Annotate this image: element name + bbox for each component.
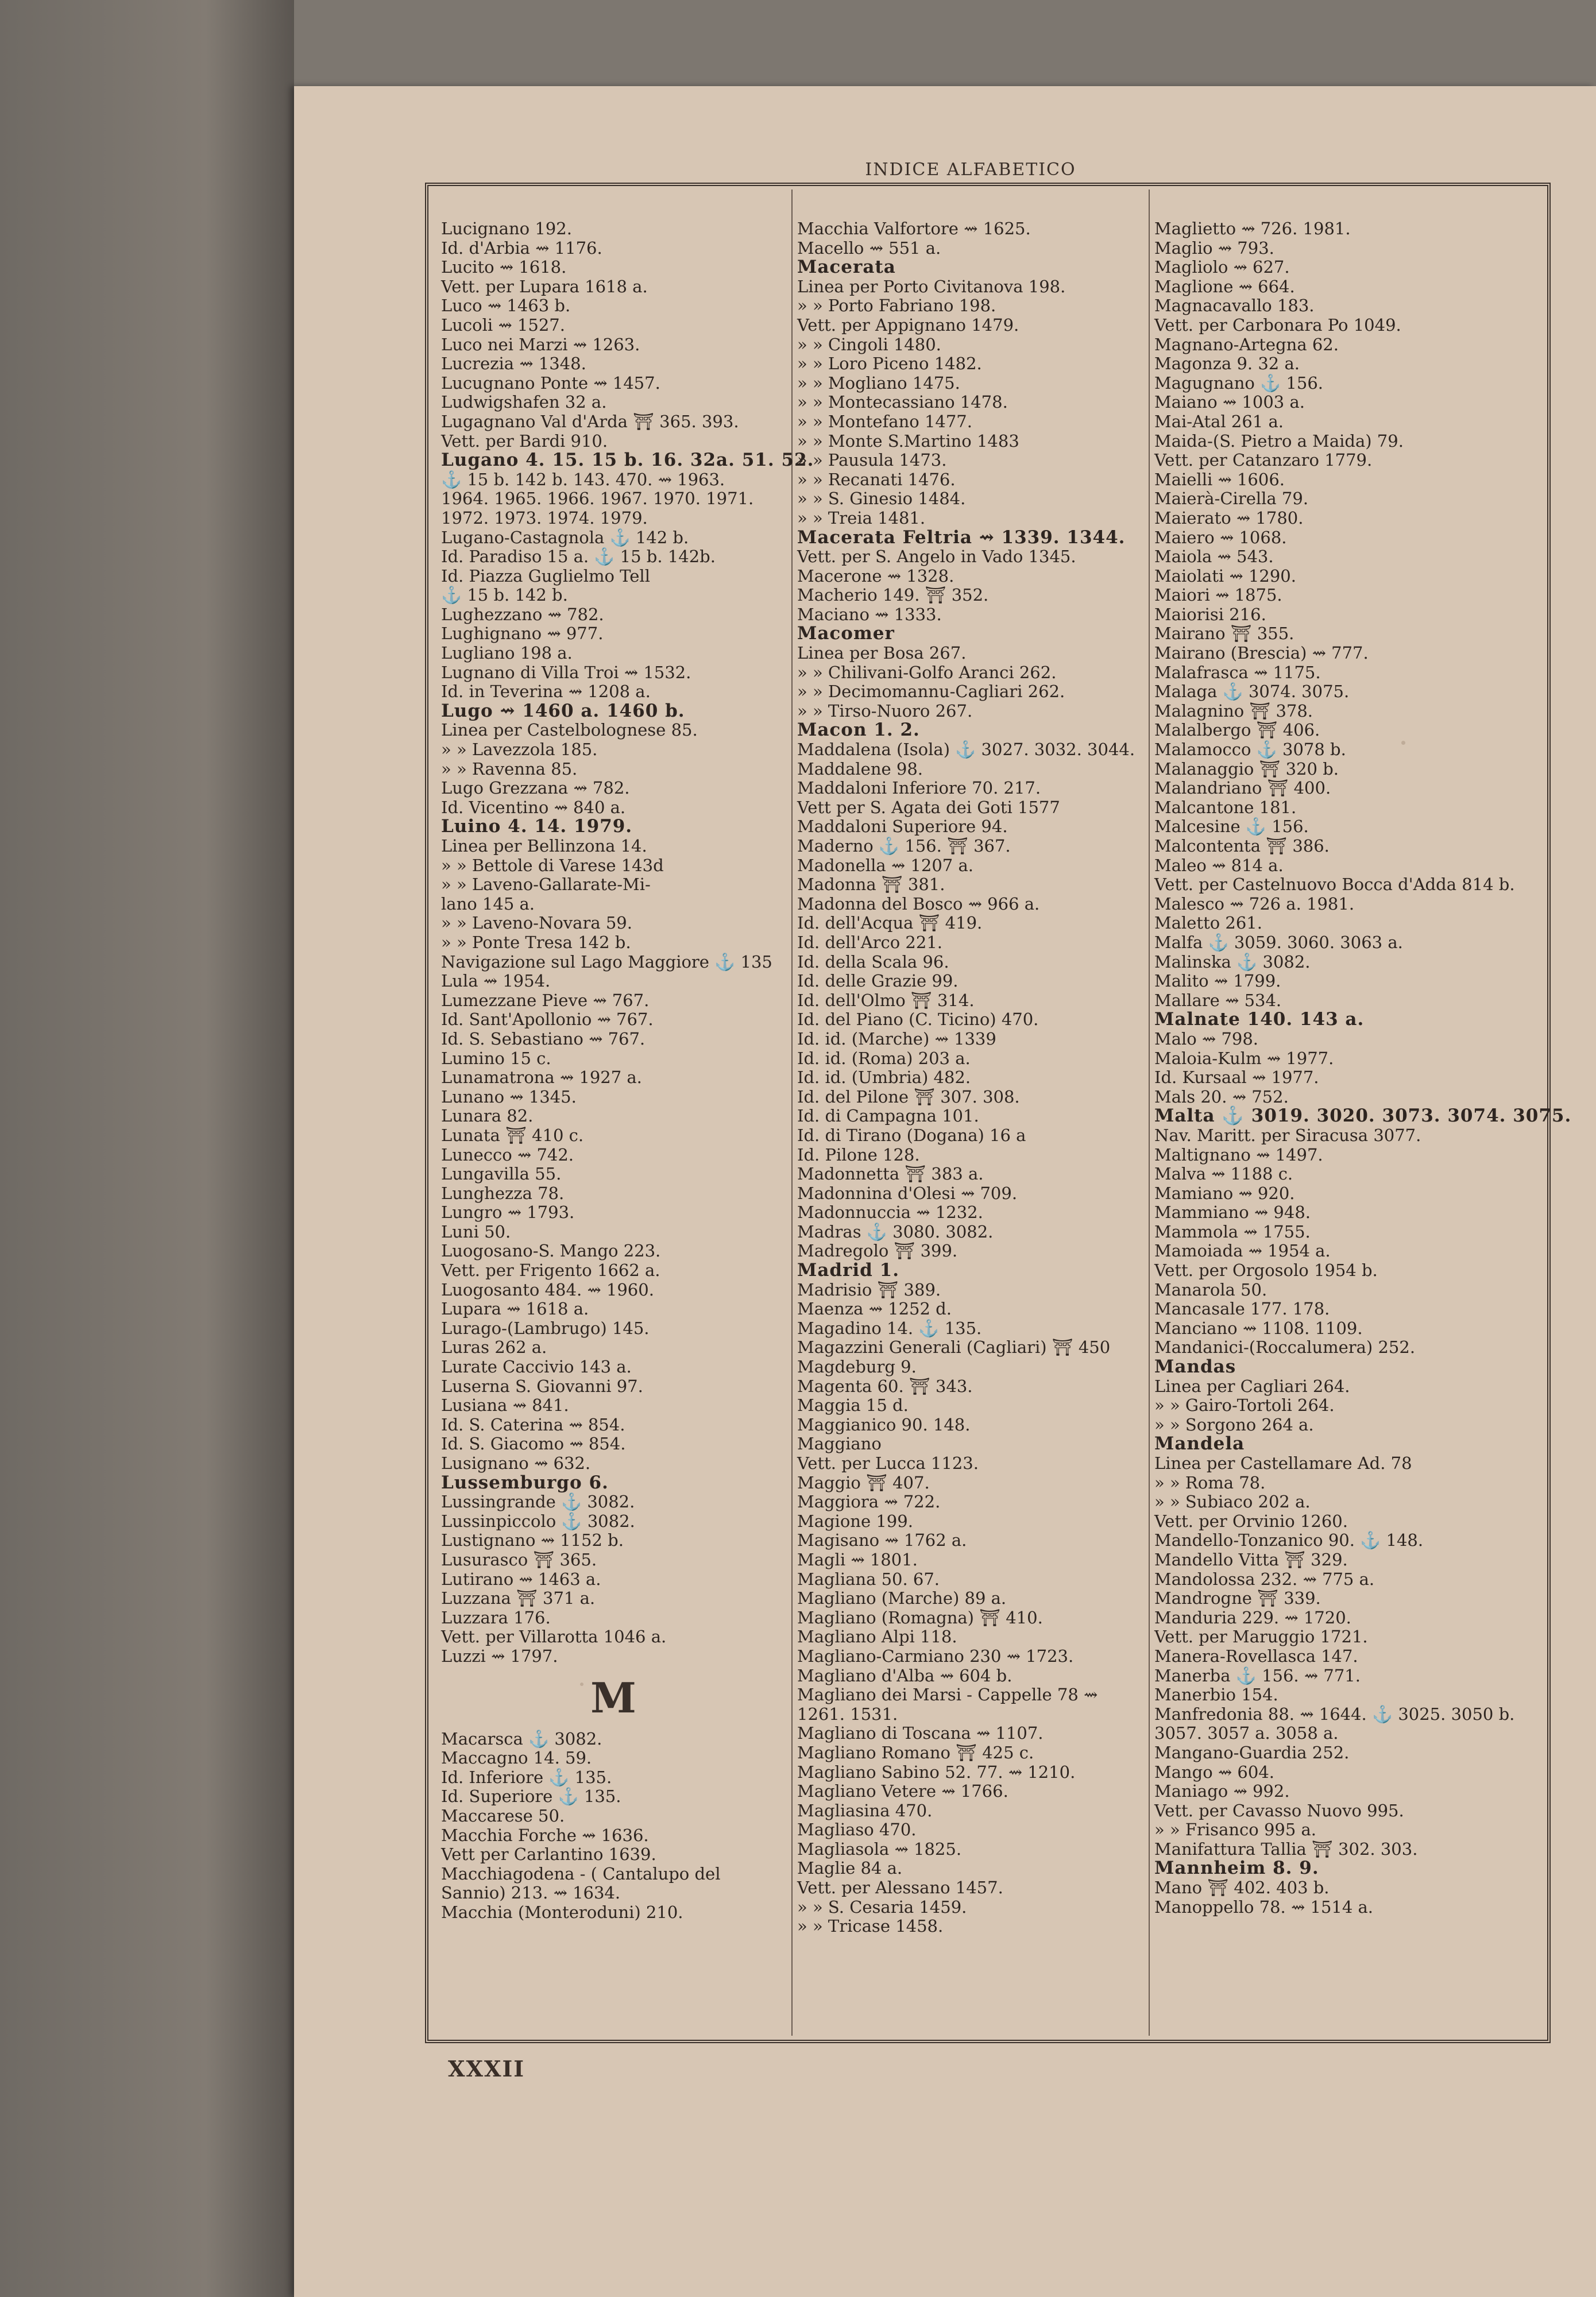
index-entry: Id. di Campagna 101. xyxy=(797,1106,979,1126)
index-entry: Lussemburgo 6. xyxy=(441,1472,609,1493)
index-entry: Manduria 229. ⇝ 1720. xyxy=(1154,1607,1351,1627)
index-entry: Macomer xyxy=(797,623,895,644)
index-entry: Lucito ⇝ 1618. xyxy=(441,257,567,277)
index-entry: Id. del Pilone ⛩ 307. 308. xyxy=(797,1086,1020,1107)
index-entry: Maggiano xyxy=(797,1434,882,1454)
index-entry: Id. dell'Olmo ⛩ 314. xyxy=(797,990,975,1010)
index-entry: 1964. 1965. 1966. 1967. 1970. 1971. xyxy=(441,489,754,509)
index-entry: Mamoiada ⇝ 1954 a. xyxy=(1154,1241,1331,1261)
index-entry: Maloia-Kulm ⇝ 1977. xyxy=(1154,1048,1334,1068)
index-entry: Mandanici-(Roccalumera) 252. xyxy=(1154,1337,1416,1358)
index-entry: Macchia Valfortore ⇝ 1625. xyxy=(797,219,1031,238)
index-entry: Maenza ⇝ 1252 d. xyxy=(797,1299,952,1319)
index-entry: Manoppello 78. ⇝ 1514 a. xyxy=(1154,1897,1374,1917)
index-entry: » » Loro Piceno 1482. xyxy=(797,354,982,374)
index-entry: Maltignano ⇝ 1497. xyxy=(1154,1144,1323,1165)
index-entry: Mammola ⇝ 1755. xyxy=(1154,1221,1311,1242)
index-entry: Id. Vicentino ⇝ 840 a. xyxy=(441,797,626,817)
index-entry: Lutirano ⇝ 1463 a. xyxy=(441,1569,601,1589)
index-entry: Lunghezza 78. xyxy=(441,1183,565,1203)
index-entry: » » Laveno-Gallarate-Mi- xyxy=(441,875,651,895)
index-entry: Mandela xyxy=(1154,1433,1245,1455)
column-divider xyxy=(1149,190,1150,2036)
index-entry: Madras ⚓ 3080. 3082. xyxy=(797,1221,994,1242)
index-entry: Id. dell'Arco 221. xyxy=(797,932,942,952)
index-entry: Vett per S. Agata dei Goti 1577 xyxy=(797,797,1060,817)
index-entry: Id. Paradiso 15 a. ⚓ 15 b. 142b. xyxy=(441,547,716,567)
index-entry: Mangano-Guardia 252. xyxy=(1154,1742,1350,1762)
index-entry: Maglie 84 a. xyxy=(797,1858,903,1878)
index-entry: Lunara 82. xyxy=(441,1106,534,1126)
index-entry: Maierato ⇝ 1780. xyxy=(1154,508,1304,528)
index-entry: Malta ⚓ 3019. 3020. 3073. 3074. 3075. xyxy=(1154,1105,1572,1127)
index-entry: Malagnino ⛩ 378. xyxy=(1154,701,1313,721)
index-entry: » » Gairo-Tortoli 264. xyxy=(1154,1395,1335,1416)
index-entry: Malinska ⚓ 3082. xyxy=(1154,952,1311,972)
index-entry: Magliasina 470. xyxy=(797,1800,933,1820)
index-entry: Id. Sant'Apollonio ⇝ 767. xyxy=(441,1010,654,1030)
index-entry: lano 145 a. xyxy=(441,894,535,914)
index-entry: Malalbergo ⛩ 406. xyxy=(1154,720,1320,740)
index-entry: Maglietto ⇝ 726. 1981. xyxy=(1154,219,1351,238)
index-entry: Vett. per Frigento 1662 a. xyxy=(441,1260,660,1281)
index-entry: Malo ⇝ 798. xyxy=(1154,1028,1259,1049)
index-entry: Malcantone 181. xyxy=(1154,797,1297,817)
index-entry: » » Montefano 1477. xyxy=(797,411,972,431)
index-entry: Lucignano 192. xyxy=(441,219,572,238)
index-entry: Lumezzane Pieve ⇝ 767. xyxy=(441,990,650,1010)
index-entry: » » Tirso-Nuoro 267. xyxy=(797,701,973,721)
index-entry: Luserna S. Giovanni 97. xyxy=(441,1376,643,1396)
index-entry: Id. Piazza Guglielmo Tell xyxy=(441,566,650,586)
index-entry: ⚓ 15 b. 142 b. 143. 470. ⇝ 1963. xyxy=(441,469,725,489)
index-entry: » » Pausula 1473. xyxy=(797,450,947,470)
index-entry: Id. dell'Acqua ⛩ 419. xyxy=(797,913,983,933)
index-entry: Linea per Bellinzona 14. xyxy=(441,836,647,856)
index-entry: Mamiano ⇝ 920. xyxy=(1154,1183,1295,1203)
index-entry: Linea per Porto Civitanova 198. xyxy=(797,276,1066,296)
index-entry: Maggia 15 d. xyxy=(797,1395,909,1416)
index-entry: Maggiora ⇝ 722. xyxy=(797,1492,941,1512)
index-entry: Magugnano ⚓ 156. xyxy=(1154,373,1324,393)
index-entry: Vett. per Lucca 1123. xyxy=(797,1453,979,1473)
index-entry: Malafrasca ⇝ 1175. xyxy=(1154,662,1321,682)
index-entry: Vett. per Catanzaro 1779. xyxy=(1154,450,1373,470)
index-entry: Malnate 140. 143 a. xyxy=(1154,1009,1365,1030)
index-entry: Mango ⇝ 604. xyxy=(1154,1762,1274,1782)
index-entry: Manciano ⇝ 1108. 1109. xyxy=(1154,1318,1363,1338)
index-entry: Macerata Feltria ⇝ 1339. 1344. xyxy=(797,527,1126,548)
index-entry: Malesco ⇝ 726 a. 1981. xyxy=(1154,894,1355,914)
index-entry: Malanaggio ⛩ 320 b. xyxy=(1154,759,1339,779)
index-entry: Madrisio ⛩ 389. xyxy=(797,1279,941,1300)
index-entry: » » Chilivani-Golfo Aranci 262. xyxy=(797,662,1057,682)
index-entry: Macerata xyxy=(797,257,896,278)
index-entry: Magliana 50. 67. xyxy=(797,1569,940,1589)
index-entry: Maglione ⇝ 664. xyxy=(1154,276,1295,296)
index-entry: Manfredonia 88. ⇝ 1644. ⚓ 3025. 3050 b. 3057. 3057 a. 3058 a. xyxy=(1154,1704,1515,1743)
index-entry: Luogosanto 484. ⇝ 1960. xyxy=(441,1279,654,1300)
index-column-2 xyxy=(797,219,1142,1936)
index-entry: Id. Kursaal ⇝ 1977. xyxy=(1154,1068,1319,1088)
index-entry: Mallare ⇝ 534. xyxy=(1154,990,1282,1010)
index-entry: Magdeburg 9. xyxy=(797,1357,917,1377)
index-entry: Mandas xyxy=(1154,1356,1236,1378)
index-entry: Luco nei Marzi ⇝ 1263. xyxy=(441,334,640,354)
index-entry: Lunata ⛩ 410 c. xyxy=(441,1125,584,1145)
index-entry: » » Recanati 1476. xyxy=(797,469,956,489)
index-entry: Magliano (Romagna) ⛩ 410. xyxy=(797,1607,1043,1627)
index-entry: Magliano (Marche) 89 a. xyxy=(797,1588,1007,1608)
index-entry: Lustignano ⇝ 1152 b. xyxy=(441,1530,624,1550)
index-entry: Vett. per Castelnuovo Bocca d'Adda 814 b. xyxy=(1154,875,1515,895)
index-entry: Id. Pilone 128. xyxy=(797,1144,920,1165)
index-entry: Maniago ⇝ 992. xyxy=(1154,1781,1290,1801)
index-entry: Luino 4. 14. 1979. xyxy=(441,816,633,837)
index-entry: Linea per Cagliari 264. xyxy=(1154,1376,1350,1396)
index-entry: Lunecco ⇝ 742. xyxy=(441,1144,574,1165)
index-entry: Lupara ⇝ 1618 a. xyxy=(441,1299,589,1319)
index-entry: Vett per Carlantino 1639. xyxy=(441,1844,656,1865)
index-entry: Malandriano ⛩ 400. xyxy=(1154,778,1331,798)
index-entry: Magione 199. xyxy=(797,1511,913,1531)
index-entry: » » Treia 1481. xyxy=(797,508,926,528)
index-entry: Madonnuccia ⇝ 1232. xyxy=(797,1202,983,1223)
index-entry: Id. delle Grazie 99. xyxy=(797,971,959,991)
index-entry: Lurate Caccivio 143 a. xyxy=(441,1357,632,1377)
index-entry: Magisano ⇝ 1762 a. xyxy=(797,1530,967,1550)
index-entry: Madrid 1. xyxy=(797,1260,900,1281)
index-entry: » » S. Ginesio 1484. xyxy=(797,489,966,509)
index-entry: » » Roma 78. xyxy=(1154,1472,1266,1492)
index-entry: Id. S. Giacomo ⇝ 854. xyxy=(441,1434,626,1454)
index-entry: Manerbio 154. xyxy=(1154,1685,1278,1705)
index-entry: Madonna del Bosco ⇝ 966 a. xyxy=(797,894,1040,914)
index-entry: Lughignano ⇝ 977. xyxy=(441,624,604,644)
index-entry: Luzzana ⛩ 371 a. xyxy=(441,1588,596,1608)
table-background xyxy=(0,0,294,2297)
index-entry: Malfa ⚓ 3059. 3060. 3063 a. xyxy=(1154,932,1403,952)
index-entry: Magliano dei Marsi - Cappelle 78 ⇝ 1261. 1531. xyxy=(797,1685,1098,1724)
index-entry: Magenta 60. ⛩ 343. xyxy=(797,1376,973,1396)
index-column-1 xyxy=(441,219,814,1922)
index-entry: Lusurasco ⛩ 365. xyxy=(441,1549,597,1569)
index-entry: Maleo ⇝ 814 a. xyxy=(1154,855,1284,875)
index-entry: Lumino 15 c. xyxy=(441,1048,551,1068)
index-entry: » » Tricase 1458. xyxy=(797,1916,944,1936)
index-entry: Magliasola ⇝ 1825. xyxy=(797,1839,962,1859)
index-entry: Id. in Teverina ⇝ 1208 a. xyxy=(441,682,651,702)
index-entry: Id. id. (Roma) 203 a. xyxy=(797,1048,971,1068)
index-entry: » » Ravenna 85. xyxy=(441,759,578,779)
index-entry: Maielli ⇝ 1606. xyxy=(1154,469,1285,489)
index-entry: Lughezzano ⇝ 782. xyxy=(441,604,604,624)
index-entry: Mandello-Tonzanico 90. ⚓ 148. xyxy=(1154,1530,1424,1550)
index-entry: Malaga ⚓ 3074. 3075. xyxy=(1154,682,1350,702)
index-entry: Maggianico 90. 148. xyxy=(797,1414,971,1434)
index-entry: Maderno ⚓ 156. ⛩ 367. xyxy=(797,836,1011,856)
index-entry: Macerone ⇝ 1328. xyxy=(797,566,954,586)
index-entry: Vett. per Maruggio 1721. xyxy=(1154,1627,1368,1647)
index-entry: Id. id. (Marche) ⇝ 1339 xyxy=(797,1028,996,1049)
section-letter: M xyxy=(590,1673,636,1722)
index-entry: » » Ponte Tresa 142 b. xyxy=(441,932,631,952)
index-entry: Maddalene 98. xyxy=(797,759,923,779)
index-entry: Lugano-Castagnola ⚓ 142 b. xyxy=(441,527,689,547)
index-entry: » » Cingoli 1480. xyxy=(797,334,941,354)
index-entry: Maiano ⇝ 1003 a. xyxy=(1154,392,1305,412)
index-entry: Maddaloni Superiore 94. xyxy=(797,817,1008,837)
index-entry: Lugagnano Val d'Arda ⛩ 365. 393. xyxy=(441,411,739,431)
index-entry: » » Laveno-Novara 59. xyxy=(441,913,632,933)
index-entry: » » Montecassiano 1478. xyxy=(797,392,1008,412)
index-entry: Id. della Scala 96. xyxy=(797,952,949,972)
index-entry: 1972. 1973. 1974. 1979. xyxy=(441,508,648,528)
index-entry: » » S. Cesaria 1459. xyxy=(797,1897,967,1917)
index-entry: Id. di Tirano (Dogana) 16 a xyxy=(797,1125,1026,1145)
index-entry: Vett. per Orgosolo 1954 b. xyxy=(1154,1260,1378,1281)
index-entry: Id. S. Sebastiano ⇝ 767. xyxy=(441,1028,646,1049)
index-entry: » » Porto Fabriano 198. xyxy=(797,296,996,316)
index-entry: Lungro ⇝ 1793. xyxy=(441,1202,575,1223)
index-entry: Id. Superiore ⚓ 135. xyxy=(441,1786,621,1807)
index-entry: Magliano Sabino 52. 77. ⇝ 1210. xyxy=(797,1762,1076,1782)
index-entry: Magliano Alpi 118. xyxy=(797,1627,957,1647)
index-entry: Mancasale 177. 178. xyxy=(1154,1299,1330,1319)
index-entry: Lussingrande ⚓ 3082. xyxy=(441,1492,635,1512)
index-entry: Vett. per Carbonara Po 1049. xyxy=(1154,315,1401,335)
index-entry: Madonnina d'Olesi ⇝ 709. xyxy=(797,1183,1018,1203)
index-entry: Lussinpiccolo ⚓ 3082. xyxy=(441,1511,635,1531)
index-entry: Magliano di Toscana ⇝ 1107. xyxy=(797,1723,1044,1743)
index-entry: Lugliano 198 a. xyxy=(441,643,573,663)
index-entry: Lugo Grezzana ⇝ 782. xyxy=(441,778,630,798)
index-entry: Maiero ⇝ 1068. xyxy=(1154,527,1287,547)
index-entry: Lusiana ⇝ 841. xyxy=(441,1395,569,1416)
index-entry: Macherio 149. ⛩ 352. xyxy=(797,585,989,605)
index-entry: Luco ⇝ 1463 b. xyxy=(441,296,571,316)
index-entry: Mairano ⛩ 355. xyxy=(1154,624,1294,644)
index-entry: Lunamatrona ⇝ 1927 a. xyxy=(441,1068,642,1088)
index-entry: Lugano 4. 15. 15 b. 16. 32a. 51. 52. xyxy=(441,450,814,471)
index-entry: Mannheim 8. 9. xyxy=(1154,1858,1319,1879)
index-entry: Maiori ⇝ 1875. xyxy=(1154,585,1282,605)
index-entry: Magonza 9. 32 a. xyxy=(1154,354,1300,374)
index-entry: » » Lavezzola 185. xyxy=(441,740,598,760)
index-entry: Mandrogne ⛩ 339. xyxy=(1154,1588,1321,1608)
index-entry: Luogosano-S. Mango 223. xyxy=(441,1241,661,1261)
index-entry: Lunano ⇝ 1345. xyxy=(441,1086,577,1107)
index-entry: Magli ⇝ 1801. xyxy=(797,1549,918,1569)
index-column-3 xyxy=(1154,219,1572,1917)
index-entry: Mandello Vitta ⛩ 329. xyxy=(1154,1549,1348,1569)
index-entry: Mals 20. ⇝ 752. xyxy=(1154,1086,1289,1107)
index-entry: Magadino 14. ⚓ 135. xyxy=(797,1318,982,1338)
index-entry: Vett. per Bardi 910. xyxy=(441,431,608,451)
index-entry: Vett. per S. Angelo in Vado 1345. xyxy=(797,547,1076,567)
index-entry: Id. d'Arbia ⇝ 1176. xyxy=(441,238,602,258)
index-entry: Maciano ⇝ 1333. xyxy=(797,604,942,624)
index-entry: Maddaloni Inferiore 70. 217. xyxy=(797,778,1041,798)
index-entry: » » Sorgono 264 a. xyxy=(1154,1414,1314,1434)
index-entry: Lucrezia ⇝ 1348. xyxy=(441,354,586,374)
index-entry: Linea per Castellamare Ad. 78 xyxy=(1154,1453,1412,1473)
index-entry: » » Frisanco 995 a. xyxy=(1154,1820,1317,1840)
index-entry: Lucugnano Ponte ⇝ 1457. xyxy=(441,373,660,393)
index-entry: Ludwigshafen 32 a. xyxy=(441,392,607,412)
index-entry: Manifattura Tallia ⛩ 302. 303. xyxy=(1154,1839,1418,1859)
index-entry: Navigazione sul Lago Maggiore ⚓ 135 xyxy=(441,952,772,972)
index-entry: Madonnetta ⛩ 383 a. xyxy=(797,1164,984,1184)
index-entry: Luzzi ⇝ 1797. xyxy=(441,1646,558,1666)
index-entry: Maierà-Cirella 79. xyxy=(1154,489,1309,509)
index-entry: Malcontenta ⛩ 386. xyxy=(1154,836,1330,856)
index-entry: Mammiano ⇝ 948. xyxy=(1154,1202,1311,1223)
index-entry: Maiolati ⇝ 1290. xyxy=(1154,566,1296,586)
page-header: INDICE ALFABETICO xyxy=(865,160,1076,180)
index-entry: Magliano-Carmiano 230 ⇝ 1723. xyxy=(797,1646,1074,1666)
index-entry: Luni 50. xyxy=(441,1221,511,1242)
index-entry: Id. Inferiore ⚓ 135. xyxy=(441,1767,612,1787)
index-entry: » » Mogliano 1475. xyxy=(797,373,960,393)
index-entry: Malito ⇝ 1799. xyxy=(1154,971,1281,991)
index-entry: Mano ⛩ 402. 403 b. xyxy=(1154,1878,1330,1898)
index-entry: Malva ⇝ 1188 c. xyxy=(1154,1164,1293,1184)
index-entry: Id. id. (Umbria) 482. xyxy=(797,1068,971,1088)
index-entry: Vett. per Orvinio 1260. xyxy=(1154,1511,1348,1531)
index-entry: Maiorisi 216. xyxy=(1154,604,1266,624)
index-entry: Linea per Castelbolognese 85. xyxy=(441,720,698,740)
index-entry: Linea per Bosa 267. xyxy=(797,643,967,663)
index-entry: Mandolossa 232. ⇝ 775 a. xyxy=(1154,1569,1375,1589)
index-entry: Mai-Atal 261 a. xyxy=(1154,411,1284,431)
index-entry: Malcesine ⚓ 156. xyxy=(1154,817,1309,837)
index-entry: Maglio ⇝ 793. xyxy=(1154,238,1274,258)
index-entry: » » Decimomannu-Cagliari 262. xyxy=(797,682,1065,702)
index-entry: Macello ⇝ 551 a. xyxy=(797,238,941,258)
index-entry: Magazzini Generali (Cagliari) ⛩ 450 xyxy=(797,1337,1111,1358)
index-entry: Maccagno 14. 59. xyxy=(441,1748,592,1768)
index-entry: » » Bettole di Varese 143d xyxy=(441,855,664,875)
index-entry: Magliano Vetere ⇝ 1766. xyxy=(797,1781,1008,1801)
index-entry: Macchia (Monteroduni) 210. xyxy=(441,1902,683,1922)
index-entry: Luzzara 176. xyxy=(441,1607,551,1627)
index-entry: Magliolo ⇝ 627. xyxy=(1154,257,1290,277)
index-entry: Maggio ⛩ 407. xyxy=(797,1472,930,1492)
index-entry: Vett. per Cavasso Nuovo 995. xyxy=(1154,1800,1404,1820)
index-entry: Id. del Piano (C. Ticino) 470. xyxy=(797,1010,1039,1030)
index-entry: Lungavilla 55. xyxy=(441,1164,562,1184)
index-entry: » » Subiaco 202 a. xyxy=(1154,1492,1311,1512)
index-entry: Madonna ⛩ 381. xyxy=(797,875,945,895)
index-entry: Macon 1. 2. xyxy=(797,720,920,741)
index-entry: Magnacavallo 183. xyxy=(1154,296,1315,316)
index-entry: Maiola ⇝ 543. xyxy=(1154,547,1274,567)
index-entry: Macchia Forche ⇝ 1636. xyxy=(441,1825,649,1845)
index-entry: Maida-(S. Pietro a Maida) 79. xyxy=(1154,431,1404,451)
index-entry: Vett. per Villarotta 1046 a. xyxy=(441,1627,667,1647)
index-entry: Magliano Romano ⛩ 425 c. xyxy=(797,1742,1034,1762)
index-entry: Nav. Maritt. per Siracusa 3077. xyxy=(1154,1125,1421,1145)
index-entry: Lusignano ⇝ 632. xyxy=(441,1453,591,1473)
index-entry: Madonella ⇝ 1207 a. xyxy=(797,855,973,875)
index-entry: Magliano d'Alba ⇝ 604 b. xyxy=(797,1665,1013,1685)
page-number: XXXII xyxy=(448,2056,525,2082)
index-entry: Magnano-Artegna 62. xyxy=(1154,334,1339,354)
index-entry: Macchiagodena - ( Cantalupo del Sannio) 213. ⇝ 1634. xyxy=(441,1863,721,1903)
index-entry: ⚓ 15 b. 142 b. xyxy=(441,585,568,605)
index-entry: Maccarese 50. xyxy=(441,1805,565,1826)
index-entry: Manerba ⚓ 156. ⇝ 771. xyxy=(1154,1665,1361,1685)
index-entry: Lurago-(Lambrugo) 145. xyxy=(441,1318,650,1338)
index-entry: Magliaso 470. xyxy=(797,1820,917,1840)
index-entry: Maddalena (Isola) ⚓ 3027. 3032. 3044. xyxy=(797,740,1135,760)
index-entry: Lucoli ⇝ 1527. xyxy=(441,315,565,335)
index-entry: Vett. per Lupara 1618 a. xyxy=(441,276,648,296)
index-entry: Mairano (Brescia) ⇝ 777. xyxy=(1154,643,1369,663)
index-entry: Luras 262 a. xyxy=(441,1337,547,1358)
index-entry: Manera-Rovellasca 147. xyxy=(1154,1646,1358,1666)
index-entry: Manarola 50. xyxy=(1154,1279,1267,1300)
index-entry: Maletto 261. xyxy=(1154,913,1262,933)
index-entry: Macarsca ⚓ 3082. xyxy=(441,1728,602,1749)
index-entry: Madregolo ⛩ 399. xyxy=(797,1241,958,1261)
index-entry: Malamocco ⚓ 3078 b. xyxy=(1154,740,1346,760)
index-entry: » » Monte S.Martino 1483 xyxy=(797,431,1019,451)
index-entry: Id. S. Caterina ⇝ 854. xyxy=(441,1414,625,1434)
index-entry: Lugnano di Villa Troi ⇝ 1532. xyxy=(441,662,691,682)
index-entry: Lugo ⇝ 1460 a. 1460 b. xyxy=(441,700,685,721)
index-entry: Lula ⇝ 1954. xyxy=(441,971,551,991)
index-entry: Vett. per Alessano 1457. xyxy=(797,1878,1003,1898)
index-entry: Vett. per Appignano 1479. xyxy=(797,315,1019,335)
